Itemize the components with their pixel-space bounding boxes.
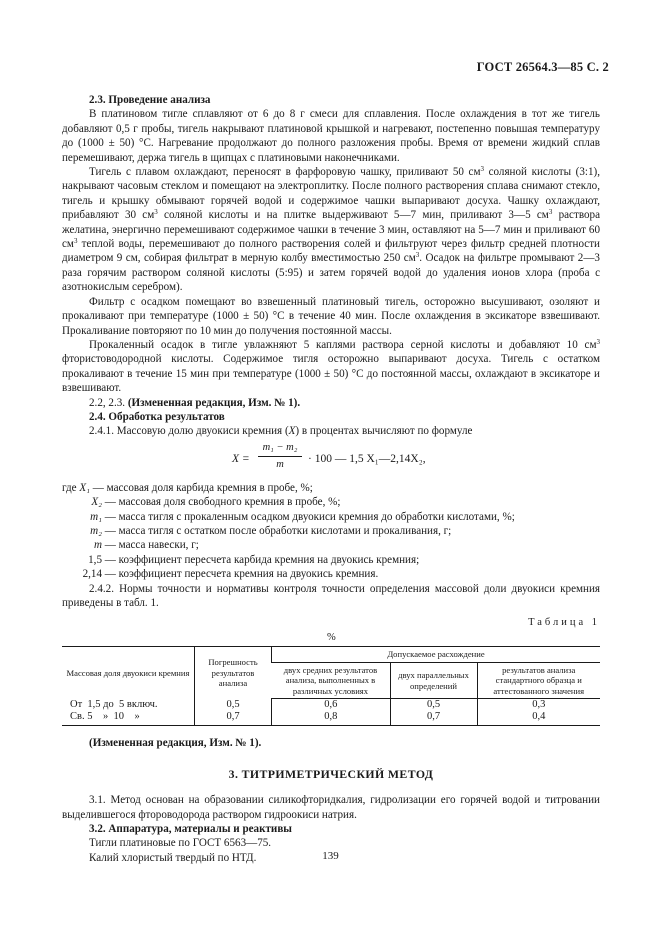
norms-table: [62, 646, 600, 726]
formula: [62, 441, 600, 479]
formula-lhs: X =: [232, 452, 250, 465]
definition-row: m — масса навески, г;: [93, 539, 199, 552]
formula-definitions: [62, 481, 600, 582]
table-header-reference-sample: результатов анализа стандартного образца и аттестованного значения: [477, 662, 600, 699]
table-header-mass-fraction: Массовая доля двуокиси кремния: [62, 647, 195, 699]
paragraph-dissolution: Тигель с плавом охлаждают, переносят в фарфоровую чашку, приливают 50 $см^3$ соляной кислоты (3:1), накрывают часовым стеклом и помещают на электроплитку. После полного растворения сплава снимают стекло, тигель и крышку обмывают горячей водой и содержимое чашки выпаривают досуха. Чашку охлаждают, прибавляют 30 $см^3$ соляной кислоты и на плитке выдерживают 5—7 мин, приливают 3—5 $см^3$ раствора желатина, энергично перемешивают содержимое чашки в течение 3 мин, оставляют на 5—7 мин и приливают 60 $см^3$ теплой воды, перемешивают до полного растворения солей и фильтруют через фильтр средней плотности диаметром 9 см, собирая фильтрат в мерную колбу вместимостью 250 $см^3$. Осадок на фильтре промывают 2—3 раза горячим раствором соляной кислоты (5:95) и затем горячей водой до удаления ионов хлора (проба с азотнокислым серебром).: [62, 165, 601, 294]
definition-row: где X₁ — массовая доля карбида кремния в пробе, %;: [62, 481, 313, 494]
definition-row: m₁ — масса тигля с прокаленным осадком двуокиси кремния до обработки кислотами, %;: [90, 510, 515, 523]
definition-row: X₂ — массовая доля свободного кремния в пробе, %;: [91, 496, 341, 509]
definition-row: 2,14 — коэффициент пересчета кремния на двуокись кремния.: [82, 568, 379, 581]
definition-row: 1,5 — коэффициент пересчета карбида кремния на двуокись кремния;: [88, 553, 420, 566]
section-3-2-title: 3.2. Аппаратура, материалы и реактивы: [89, 823, 292, 836]
paragraph-calcination: Фильтр с осадком помещают во взвешенный платиновый тигель, осторожно высушивают, озоляют и прокаливают при температуре (1000 ± 50) °С в течение 40 мин. После охлаждения в эксикаторе взвешивают. Прокаливание повторяют по 10 мин до получения постоянной массы.: [62, 295, 600, 337]
formula-fraction: [258, 441, 302, 473]
document-body: [62, 93, 600, 865]
paragraph-method-basis: 3.1. Метод основан на образовании силикофторидкалия, гидролизации его горячей водой и титровании выделившегося фтороводорода раствором гидроокиси натрия.: [62, 794, 600, 821]
formula-numerator: m₁ − m₂: [258, 441, 302, 457]
paragraph-formula-intro: 2.4.1. Массовую долю двуокиси кремния (X) в процентах вычисляют по формуле: [89, 425, 473, 438]
formula-denominator: m: [276, 459, 284, 471]
paragraph-hf-treatment: Прокаленный осадок в тигле увлажняют 5 каплями раствора серной кислоты и добавляют 10 $см^3$ фтористоводородной кислоты. Содержимое тигля осторожно выпаривают досуха. Тигель с остатком прокаливают в течение 15 мин при температуре (1000 ± 50) °С до постоянной массы, охлаждают в эксикаторе и взвешивают.: [62, 337, 600, 395]
section-3-title: 3. ТИТРИМЕТРИЧЕСКИЙ МЕТОД: [228, 766, 434, 781]
table-caption: [62, 616, 600, 646]
paragraph-table-ref: 2.4.2. Нормы точности и нормативы контроля точности определения массовой доли двуокиси кремния приведены в табл. 1.: [62, 582, 600, 609]
amendment-note: 2.2, 2.3. (Измененная редакция, Изм. № 1).: [89, 396, 301, 409]
definition-row: m₂ — масса тигля с остатком после обработки кислотами и прокаливания, г;: [90, 524, 452, 537]
list-item: Тигли платиновые по ГОСТ 6563—75.: [89, 837, 272, 850]
table-name: Таблица 1: [528, 617, 600, 629]
section-2-4-title: 2.4. Обработка результатов: [89, 410, 225, 423]
formula-rhs: · 100 — 1,5 X₁—2,14X₂,: [308, 452, 426, 465]
list-item: Калий хлористый твердый по НТД.: [89, 851, 257, 864]
table-header-two-means: двух средних результатов анализа, выполненных в различных условиях: [272, 662, 391, 699]
table-row: Св. 5 » 10 » 0,7 0,8 0,7 0,4: [62, 711, 600, 726]
table-header-two-parallel: двух параллельных определений: [390, 662, 477, 699]
table-row: От 1,5 до 5 включ. 0,5 0,6 0,5 0,3: [62, 699, 600, 712]
paragraph-fusion: В платиновом тигле сплавляют от 6 до 8 г смеси для сплавления. После охлаждения в тот же тигель добавляют 0,5 г пробы, тигель накрывают платиновой крышкой и нагревают, постепенно повышая температуру до (1000 ± 50) °С. Нагревание продолжают до полного разложения пробы. Время от времени жидкий сплав перемешивают, держа тигель в щипцах с платиновыми наконечниками.: [62, 108, 600, 164]
table-header-allowed-discrepancy: Допускаемое расхождение: [272, 647, 601, 663]
section-2-3-title: 2.3. Проведение анализа: [89, 94, 211, 106]
table-unit: %: [327, 632, 336, 644]
table-header-error: Погрешность результатов анализа: [195, 647, 272, 699]
amendment-note-2: (Измененная редакция, Изм. № 1).: [89, 737, 262, 750]
document-header: ГОСТ 26564.3—85 С. 2: [476, 60, 609, 74]
page-number: 139: [322, 850, 339, 862]
